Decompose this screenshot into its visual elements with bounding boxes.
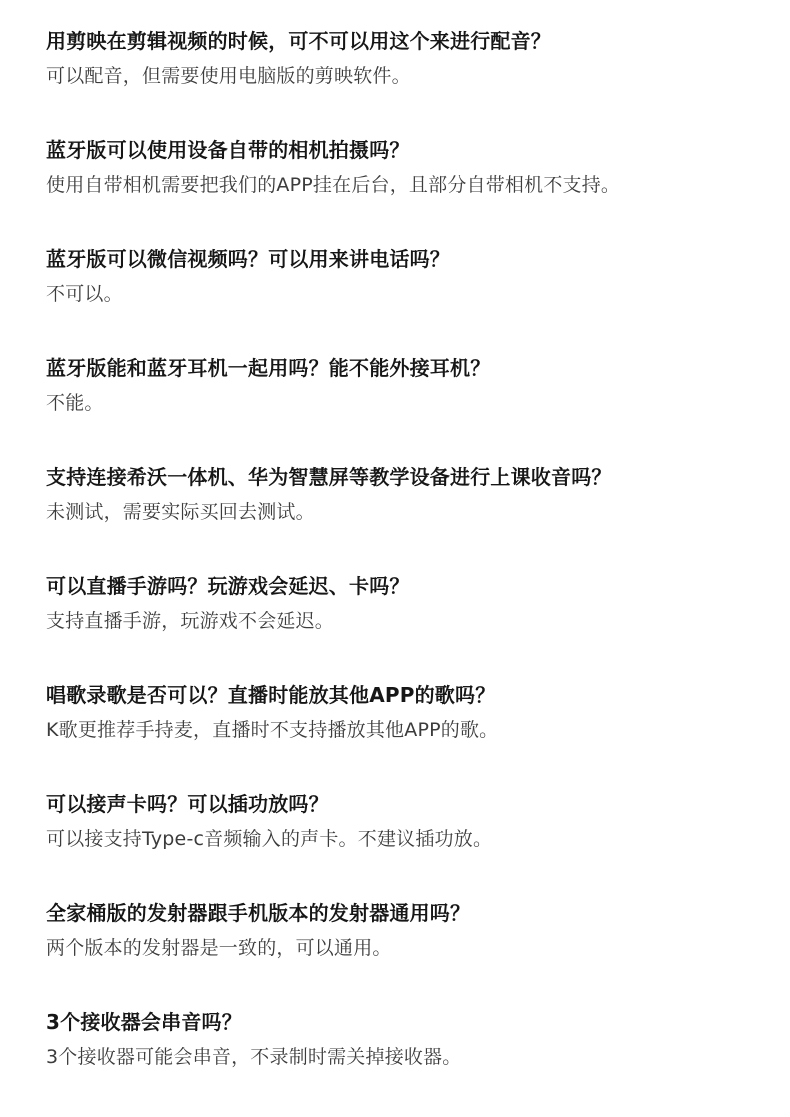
faq-question: 可以接声卡吗？可以插功放吗？ — [46, 792, 329, 816]
faq-item — [46, 1009, 766, 1070]
faq-item — [46, 573, 766, 634]
faq-item — [46, 791, 766, 852]
faq-answer: 支持直播手游，玩游戏不会延迟。 — [46, 610, 335, 632]
faq-question: 蓝牙版可以使用设备自带的相机拍摄吗？ — [46, 138, 410, 162]
faq-item — [46, 900, 766, 961]
faq-answer: 两个版本的发射器是一致的，可以通用。 — [46, 937, 392, 959]
faq-answer: 未测试，需要实际买回去测试。 — [46, 501, 315, 523]
faq-question: 支持连接希沃一体机、华为智慧屏等教学设备进行上课收音吗？ — [46, 465, 612, 489]
faq-item — [46, 355, 766, 416]
faq-item — [46, 246, 766, 307]
faq-question: 用剪映在剪辑视频的时候，可不可以用这个来进行配音？ — [46, 29, 551, 53]
faq-question: 蓝牙版能和蓝牙耳机一起用吗？能不能外接耳机？ — [46, 356, 491, 380]
faq-item — [46, 464, 766, 525]
faq-question: 全家桶版的发射器跟手机版本的发射器通用吗？ — [46, 901, 471, 925]
faq-answer: K歌更推荐手持麦，直播时不支持播放其他APP的歌。 — [46, 719, 499, 741]
faq-item — [46, 137, 766, 198]
faq-answer: 使用自带相机需要把我们的APP挂在后台，且部分自带相机不支持。 — [46, 174, 621, 196]
faq-question: 蓝牙版可以微信视频吗？可以用来讲电话吗？ — [46, 247, 450, 271]
faq-item — [46, 28, 766, 89]
faq-answer: 不能。 — [46, 392, 104, 414]
faq-item — [46, 682, 766, 743]
faq-answer: 可以配音，但需要使用电脑版的剪映软件。 — [46, 65, 411, 87]
faq-question: 唱歌录歌是否可以？直播时能放其他APP的歌吗？ — [46, 683, 496, 707]
faq-answer: 不可以。 — [46, 283, 123, 305]
faq-answer: 3个接收器可能会串音，不录制时需关掉接收器。 — [46, 1046, 462, 1068]
faq-answer: 可以接支持Type-c音频输入的声卡。不建议插功放。 — [46, 828, 493, 850]
faq-question: 可以直播手游吗？玩游戏会延迟、卡吗？ — [46, 574, 410, 598]
faq-question: 3个接收器会串音吗？ — [46, 1010, 242, 1034]
